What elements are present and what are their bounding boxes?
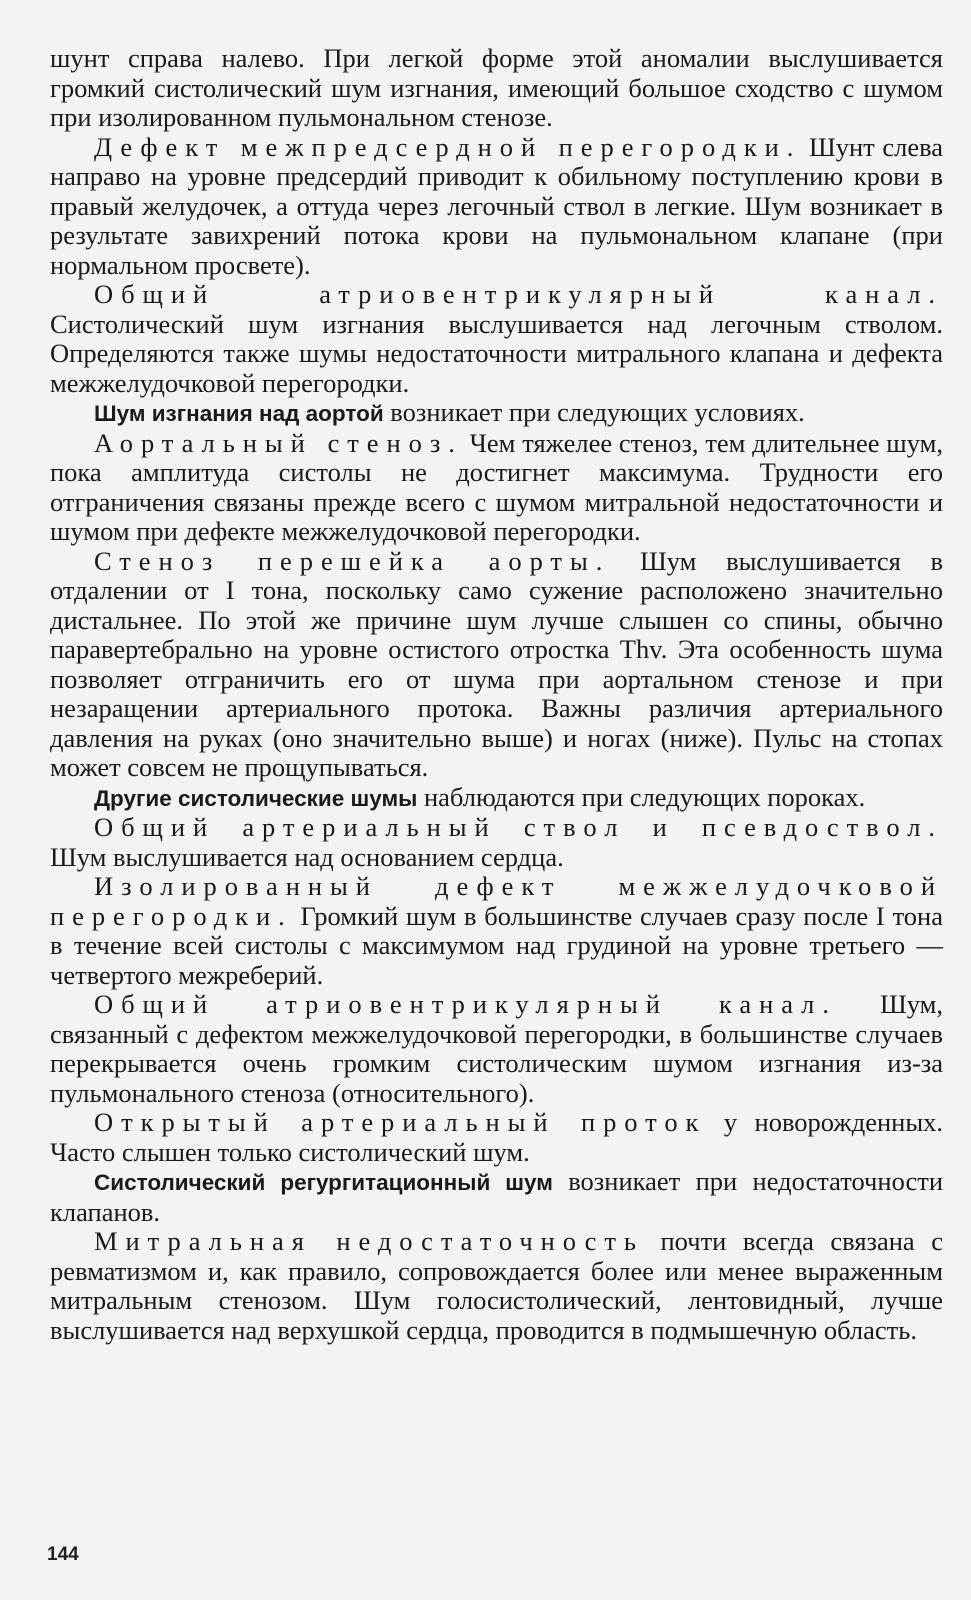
paragraph-av-canal-1 — [50, 280, 943, 398]
paragraph-patent-ductus — [50, 1108, 943, 1167]
paragraph-text: почти всегда связана с ревматизмом и, как правило, сопровождается более или менее выраженным митральным стенозом. Шум голосистолический, лентовидный, лучше выслушивается над верхушкой сердца, проводится в подмышечную область. — [50, 1226, 943, 1345]
paragraph-text: шунт справа налево. При легкой форме этой аномалии выслушивается громкий систолический шум изгнания, имеющий большое сходство с шумом при изолированном пульмональном стенозе. — [50, 43, 943, 132]
paragraph-aortic-ejection-murmur — [50, 398, 943, 429]
paragraph-text: Шунт слева направо на уровне предсердий приводит к обильному поступлению крови в правый желудочек, а оттуда через легочный ствол в легкие. Шум возникает в результате завихрений потока крови на пульмональном клапане (при нормальном просвете). — [50, 131, 944, 280]
paragraph-av-canal-2 — [50, 990, 943, 1108]
paragraph-text: возникает при следующих условиях. — [383, 397, 805, 427]
paragraph-text: у новорожденных. Часто слышен только систолический шум. — [50, 1107, 943, 1167]
paragraph-lead: Систолический регургитационный шум — [94, 1170, 553, 1195]
paragraph-atrial-septal-defect — [50, 133, 943, 281]
page-number: 144 — [47, 1544, 79, 1565]
paragraph-lead: Стеноз перешейка аорты. — [94, 545, 611, 576]
paragraph-lead: Общий артериальный ствол и псевдоствол. — [94, 812, 943, 842]
paragraph-text: наблюдаются при следующих пороках. — [417, 781, 866, 812]
paragraph-text: Шум выслушивается в отдалении от I тона, поскольку само сужение расположено значительно дистальнее. По этой же причине шум лучше слышен со спины, обычно паравертебрально на уровне остистого отростка Thv. Эта особенность шума позволяет отграничить его от шума при аортальном стенозе и при незаращении артериального протока. Важны различия артериального давления на руках (оно значительно выше) и ногах (ниже). Пульс на стопах может совсем не прощупываться. — [50, 545, 943, 782]
paragraph-text: Шум выслушивается над основанием сердца. — [50, 841, 564, 872]
paragraph-aortic-stenosis — [50, 429, 943, 547]
paragraph-lead: Митральная недостаточность — [94, 1226, 644, 1256]
paragraph-lead: Открытый артериальный проток — [94, 1107, 707, 1137]
paragraph-lead: Аортальный стеноз. — [94, 427, 463, 458]
paragraph-isolated-vsd — [50, 872, 943, 990]
paragraph-text: Шум, связанный с дефектом межжелудочковой перегородки, в большинстве случаев перекрывается очень громким систолическим шумом изгнания из-за пульмонального стеноза (относительного). — [50, 989, 944, 1108]
paragraph-text: Систолический шум изгнания выслушивается над легочным стволом. Определяются также шумы недостаточности митрального клапана и дефекта межжелудочковой перегородки. — [50, 308, 943, 398]
paragraph-lead: Шум изгнания над аортой — [94, 401, 384, 426]
paragraph-lead: Общий атриовентрикулярный канал. — [94, 989, 837, 1019]
paragraph-text: Громкий шум в большинстве случаев сразу после I тона в течение всей систолы с максимумом над грудиной на уровне третьего — четвертого межреберий. — [50, 900, 943, 990]
paragraph-regurgitation-murmur — [50, 1167, 943, 1227]
paragraph-lead: Дефект межпредсердной перегородки. — [94, 131, 802, 162]
paragraph-truncus-arteriosus — [50, 813, 943, 872]
paragraph-coarctation — [50, 547, 943, 783]
paragraph-text: возникает при недостаточности клапанов. — [50, 1166, 943, 1227]
paragraph-other-systolic-murmurs — [50, 783, 943, 814]
paragraph-lead: Общий атриовентрикулярный канал. — [94, 279, 943, 309]
paragraph-lead: Изолированный дефект межжелудочковой перегородки. — [50, 871, 943, 931]
paragraph-pulmonary-stenosis-continued — [50, 44, 943, 133]
page-body — [50, 44, 943, 1345]
paragraph-mitral-insufficiency — [50, 1227, 943, 1345]
paragraph-lead: Другие систолические шумы — [94, 785, 418, 811]
paragraph-text: Чем тяжелее стеноз, тем длительнее шум, пока амплитуда систолы не достигнет максимума. Трудности его отграничения связаны прежде всего с шумом митральной недостаточности и шумом при дефекте межжелудочковой перегородки. — [50, 427, 943, 546]
